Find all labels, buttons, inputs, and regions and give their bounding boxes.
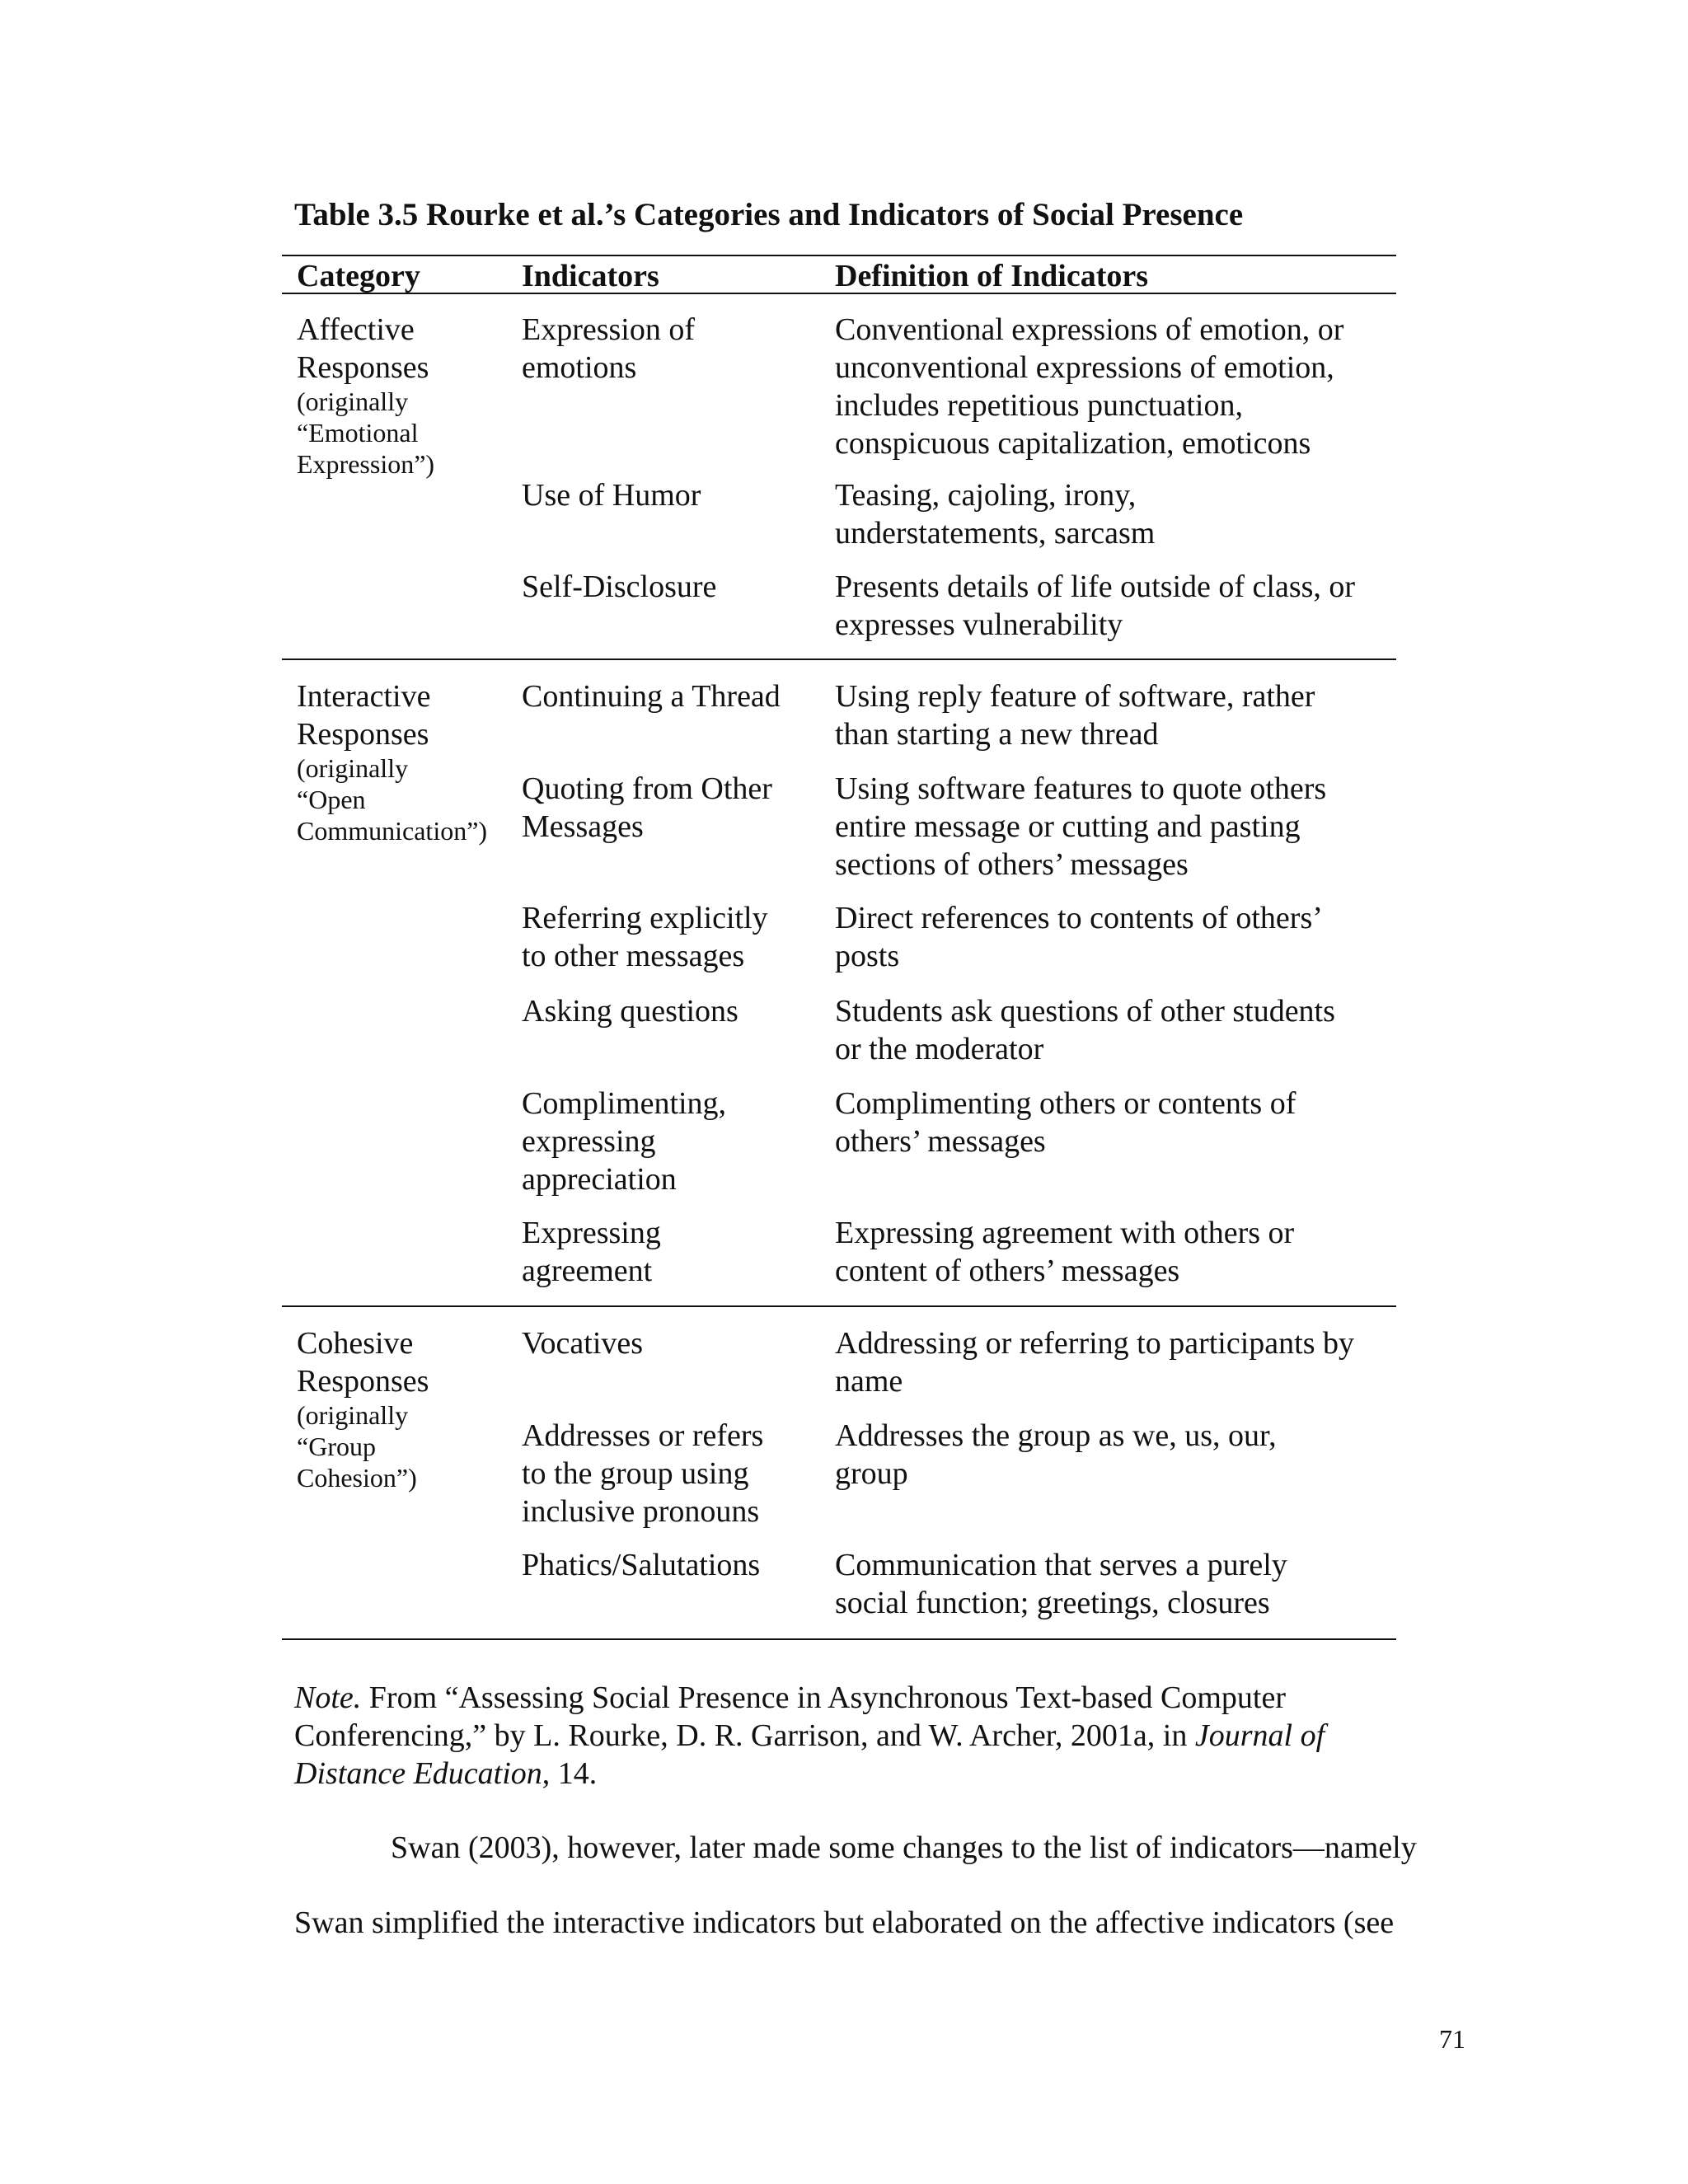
indicator-cell: Referring explicitly to other messages: [522, 901, 768, 973]
note-text-end: , 14.: [542, 1756, 598, 1791]
category-original-label: (originally “Emotional Expression”): [297, 387, 435, 479]
group-divider-rule: [282, 1305, 1396, 1307]
indicator-cell: Quoting from Other Messages: [522, 771, 772, 844]
table-note: [294, 1679, 1415, 1793]
indicator-cell: Phatics/Salutations: [522, 1548, 761, 1582]
definition-cell: Addressing or referring to participants by name: [835, 1326, 1354, 1399]
body-paragraph-line: Swan simplified the interactive indicators but elaborated on the affective indicators (see: [294, 1905, 1395, 1940]
indicator-cell: Self-Disclosure: [522, 569, 717, 604]
note-journal: Journal of Distance Education: [294, 1718, 1325, 1791]
definition-cell: Complimenting others or contents of others’ messages: [835, 1086, 1296, 1159]
page-number: 71: [1439, 2024, 1465, 2054]
header-indicators: Indicators: [522, 259, 659, 293]
category-original-label: (originally “Group Cohesion”): [297, 1400, 417, 1493]
indicator-cell: Expressing agreement: [522, 1216, 661, 1288]
indicator-cell: Asking questions: [522, 994, 738, 1029]
definition-cell: Expressing agreement with others or content of others’ messages: [835, 1216, 1295, 1288]
indicator-cell: Addresses or refers to the group using inclusive pronouns: [522, 1418, 764, 1529]
indicator-cell: Expression of emotions: [522, 312, 696, 385]
table-bottom-rule: [282, 1638, 1396, 1640]
definition-cell: Using reply feature of software, rather than starting a new thread: [835, 679, 1315, 752]
definition-cell: Using software features to quote others entire message or cutting and pasting sections of others’ messages: [835, 771, 1327, 882]
category-label: Cohesive Responses: [297, 1326, 429, 1399]
definition-cell: Conventional expressions of emotion, or unconventional expressions of emotion, includes repetitious punctuation, conspicuous capitalization, emoticons: [835, 312, 1344, 461]
category-label: Affective Responses: [297, 312, 429, 385]
indicator-cell: Vocatives: [522, 1326, 644, 1361]
table-top-rule: [282, 255, 1396, 256]
indicator-cell: Use of Humor: [522, 478, 701, 513]
group-divider-rule: [282, 658, 1396, 660]
definition-cell: Students ask questions of other students or the moderator: [835, 994, 1335, 1066]
table-title: Table 3.5 Rourke et al.’s Categories and Indicators of Social Presence: [294, 197, 1244, 232]
header-category: Category: [297, 259, 420, 293]
definition-cell: Teasing, cajoling, irony, understatements, sarcasm: [835, 478, 1156, 551]
body-paragraph-line: Swan (2003), however, later made some changes to the list of indicators—namely: [391, 1830, 1417, 1865]
note-label: Note.: [294, 1680, 362, 1715]
definition-cell: Addresses the group as we, us, our, group: [835, 1418, 1277, 1491]
indicator-cell: Complimenting, expressing appreciation: [522, 1086, 727, 1197]
definition-cell: Presents details of life outside of class, or expresses vulnerability: [835, 569, 1356, 642]
note-text: From “Assessing Social Presence in Asynchronous Text-based Computer Conferencing,” by L. Rourke, D. R. Garrison, and W. Archer, 2001a, in: [294, 1680, 1286, 1753]
definition-cell: Direct references to contents of others’ posts: [835, 901, 1323, 973]
category-original-label: (originally “Open Communication”): [297, 753, 488, 846]
indicator-cell: Continuing a Thread: [522, 679, 781, 714]
header-definition: Definition of Indicators: [835, 259, 1148, 293]
definition-cell: Communication that serves a purely social function; greetings, closures: [835, 1548, 1287, 1620]
category-label: Interactive Responses: [297, 679, 431, 752]
